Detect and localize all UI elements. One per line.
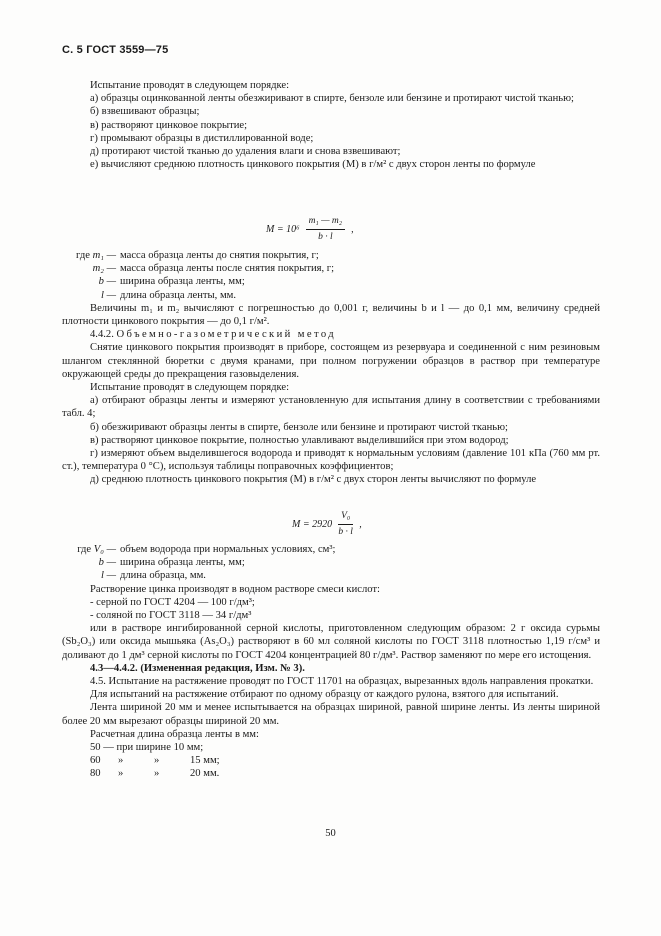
length-row: 50 — при ширине 10 мм; [90,742,204,754]
def-text: ширина образца ленты, мм; [120,276,245,288]
ditto-mark: » [154,768,160,780]
formula-tail: , [351,224,354,236]
tensile-width: Лента шириной 20 мм и менее испытывается на образцах шириной, равной ширине ленты. Из ленты шириной более 20 мм вырезают образцы шириной 20 мм. [62,702,600,727]
width-value: 15 мм; [190,755,220,767]
def-text: объем водорода при нормальных условиях, см³; [120,544,336,555]
step-g: г) измеряют объем выделившегося водорода и приводят к нормальным условиям (давление 101 кПа (760 мм рт. ст.), температура 0 °С), используя таблицы поправочных коэффициентов; [62,448,600,473]
intro-text: Испытание проводят в следующем порядке: [90,382,290,394]
formula-denominator: b · l [338,527,353,538]
page-number: 50 [325,828,336,839]
ditto-mark: » [118,755,124,767]
length-value: 80 [90,768,101,780]
def-symbol: b — [98,557,116,569]
formula-numerator: m₁ — m₂ [306,215,346,230]
formula-lhs: M = 2920 [292,519,333,531]
def-text: ширина образца ленты, мм; [120,557,245,569]
def-symbol: m₂ — [92,263,116,275]
def-row [62,249,600,262]
definitions-2 [62,543,600,781]
tensile-paragraph: 4.5. Испытание на растяжение проводят по ГОСТ 11701 на образцах, вырезанных вдоль направления прокатки. [90,676,594,688]
step-g: г) промывают образцы в дистиллированной воде; [90,132,314,144]
step-b: б) обезжиривают образцы ленты в спирте, бензоле или бензине и протирают чистой тканью; [90,421,508,433]
def-row [62,262,600,275]
formula-numerator: V₀ [338,510,353,525]
def-symbol [62,543,120,556]
step-d: д) протирают чистой тканью до удаления влаги и снова взвешивают; [90,146,401,158]
formula-tail: , [359,519,362,531]
section-mass-method [62,79,600,171]
step-d: д) среднюю плотность цинкового покрытия (M) в г/м² с двух сторон ленты вычисляют по формуле [90,474,537,486]
revision-note: 4.3—4.4.2. (Измененная редакция, Изм. № 3). [90,662,305,674]
ditto-mark: » [118,768,124,780]
solution-intro: Растворение цинка производят в водном растворе смеси кислот: [90,583,380,595]
def-row [62,289,600,302]
def-symbol [62,249,120,262]
method-description: Снятие цинкового покрытия производят в приборе, состоящем из резервуара и соединенной с ним резиновым шлангом стеклянной бюретки с двумя кранами, при полном погружении образцов в раствор при температуре окружающей среды до прекращения газовыделения. [62,342,600,380]
length-row [90,767,600,780]
def-text: масса образца ленты после снятия покрытия, г; [120,263,335,275]
def-row [62,543,600,556]
length-list [62,741,600,781]
def-text: длина образца, мм. [120,570,206,582]
def-text: масса образца ленты до снятия покрытия, г; [120,250,319,261]
def-sym-text: V₀ — [93,544,116,555]
formula-mass [266,215,354,244]
tensile-sampling: Для испытаний на растяжение отбирают по одному образцу от каждого рулона, взятого для испытаний. [90,689,559,701]
def-symbol: b — [98,276,116,288]
acid-item: - соляной по ГОСТ 3118 — 34 г/дм³ [90,610,252,622]
section-number: 4.4.2. [90,329,114,341]
step-v: в) растворяют цинковое покрытие; [90,119,248,131]
def-text: длина образца ленты, мм. [120,289,237,301]
formula-lhs: M = 10⁶ [266,224,300,236]
def-symbol: l — [100,289,116,301]
formula-fraction [338,510,353,539]
step-a: а) образцы оцинкованной ленты обезжиривают в спирте, бензоле или бензине и протирают чистой тканью; [90,93,574,105]
def-row [62,556,600,569]
def-sym-text: m₁ — [92,250,116,261]
length-intro: Расчетная длина образца ленты в мм: [90,728,259,740]
def-row [62,275,600,288]
where-label: где [77,544,92,555]
section-title [62,328,600,341]
ditto-mark: » [154,755,160,767]
precision-text: Величины m₁ и m₂ вычисляют с погрешностью до 0,001 г, величины b и l — до 0,1 мм, величину средней плотности цинкового покрытия — до 0,1 г/м². [62,302,600,328]
step-b: б) взвешивают образцы; [90,106,200,118]
def-row [62,569,600,582]
intro-text: Испытание проводят в следующем порядке: [90,80,290,91]
section-title-text: Объемно-газометрический метод [116,329,337,341]
length-value: 60 [90,755,101,767]
step-a: а) отбирают образцы ленты и измеряют установленную для испытания длину в соответствии с требованиями табл. 4; [62,395,600,420]
formula-volume [292,510,362,539]
acid-item: - серной по ГОСТ 4204 — 100 г/дм³; [90,596,255,608]
step-e: е) вычисляют среднюю плотность цинкового покрытия (M) в г/м² с двух сторон ленты по формуле [90,159,536,171]
width-value: 20 мм. [190,768,220,780]
length-row [90,754,600,767]
definitions-1 [62,249,600,487]
where-label: где [76,250,90,261]
step-v: в) растворяют цинковое покрытие, полностью улавливают выделившийся при этом водород; [90,434,509,446]
formula-fraction [306,215,346,244]
page-header: С. 5 ГОСТ 3559—75 [62,44,169,56]
alt-solution: или в растворе ингибированной серной кислоты, приготовленном следующим образом: 2 г оксида сурьмы (Sb₂O₃) или оксида мышьяка (As₂O₃) растворяют в 60 мл соляной кислоты по ГОСТ 3118 плотностью 1,19 г/см³ и доливают до 1 дм³ серной кислоты по ГОСТ 4204 концентрацией 80 г/дм³. Раствор заменяют по мере его истощения. [62,623,600,661]
formula-denominator: b · l [318,232,333,243]
def-symbol: l — [100,570,116,582]
